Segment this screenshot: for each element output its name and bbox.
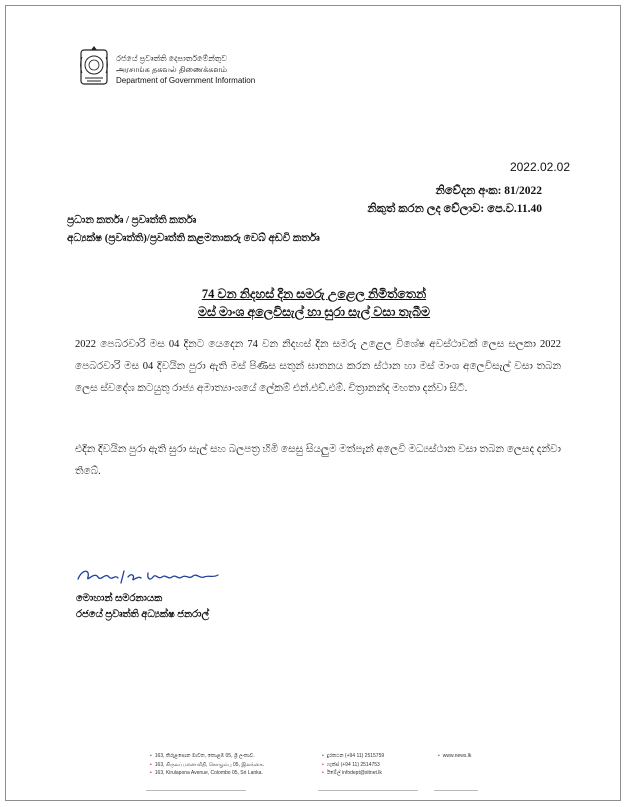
- government-emblem-logo: [76, 45, 112, 89]
- footer-fax: (+94 11) 2514753: [340, 761, 380, 768]
- footer-address-sinhala: 163, කිරුළපොන මාවත, කොළඹ 05, ශ්‍රී ලංකාව.: [154, 753, 255, 759]
- release-number: නිවේදන අංක: 81/2022: [435, 185, 542, 197]
- recipient-line-2: අධ්‍යක්ෂ (ප්‍රවෘත්ති)/ප්‍රවෘත්ති කළමනාකරු වෙබ් අඩවි කර්තෘ: [67, 233, 320, 244]
- department-name-sinhala: රජයේ ප්‍රවෘත්ති දෙපාර්තමේන්තුව: [116, 54, 228, 63]
- signatory-name: මොහාන් සමරනායක: [76, 593, 163, 604]
- footer-divider: [146, 790, 246, 791]
- bullet-icon: •: [150, 761, 152, 768]
- release-title-line-1: 74 වන නිදහස් දින සමරු උළෙල නිමිත්තෙන්: [201, 287, 427, 301]
- footer-email[interactable]: infodept@sltnet.lk: [342, 770, 382, 777]
- recipient-line-1: ප්‍රධාන කර්තෘ / ප්‍රවෘත්ති කර්තෘ: [67, 215, 197, 226]
- footer-divider: [318, 790, 418, 791]
- globe-icon: •: [438, 753, 440, 759]
- footer-web: [438, 752, 471, 761]
- bullet-icon: •: [150, 753, 152, 759]
- body-paragraph-2: එදින දිවයින පුරා ඇති සුරා සැල් සහ බලපත්‍ර හිමි සෙසු සියලුම මත්පැන් අලෙවි මධ්‍යස්ථාන වසා තබන ලෙසද දන්වා තිබේ.: [75, 444, 561, 477]
- footer-tel-label: දුරකථන: [326, 753, 344, 759]
- footer-address-tamil: 163, கிருலப்பனை வீதி, கொழும்பு 05, இலங்கை.: [154, 761, 265, 768]
- bullet-icon: •: [150, 770, 152, 777]
- footer-fax-label: ෆැක්ස්: [326, 761, 340, 768]
- footer-tel: (+94 11) 2515759: [344, 753, 385, 759]
- signatory-title: රජයේ ප්‍රවෘත්ති අධ්‍යක්ෂ ජනරාල්: [76, 609, 210, 620]
- department-header: [116, 53, 255, 86]
- department-name-english: Department of Government Information: [116, 76, 256, 85]
- email-icon: •: [322, 770, 324, 777]
- footer-website[interactable]: www.news.lk: [442, 753, 472, 759]
- footer-address: [150, 752, 264, 778]
- footer-divider: [434, 790, 478, 791]
- footer-contact: [322, 752, 384, 778]
- handwritten-signature: [76, 565, 226, 587]
- page-border: [5, 5, 621, 801]
- fax-icon: •: [322, 761, 324, 768]
- footer-address-english: 163, Kirulapona Avenue, Colombo 05, Sri Lanka.: [154, 770, 263, 777]
- release-date: 2022.02.02: [509, 160, 570, 174]
- release-title-line-2: මස් මාංශ අලෙවිසැල් හා සුරා සැල් වසා තැබීම: [197, 305, 431, 319]
- department-name-tamil: அரசாங்க தகவல் திணைக்களம்: [116, 65, 228, 74]
- issue-time: නිකුත් කරන ලද වේලාව: පෙ.ව.11.40: [367, 203, 542, 215]
- phone-icon: •: [322, 753, 324, 759]
- footer-email-label: ඊමේල්: [326, 770, 341, 777]
- body-paragraph-1: 2022 පෙබරවාරි මස 04 දිනට යෙදෙන 74 වන නිදහස් දින සමරු උළෙල විශේෂ අවස්ථාවක් ලෙස සලකා 2022 පෙබරවාරි මස 04 දිවයින පුරා ඇති මස් පිණිස සතුන් ඝාතනය කරන ස්ථාන හා මස් මාංශ අලෙවිසැල් වසා තබන ලෙස ස්වදේශ කටයුතු රාජ්‍ය අමාත්‍යාංශයේ ලේකම් එන්.එච්.එම්. චිත්‍රානන්ද මහතා දන්වා සිටී.: [75, 339, 561, 394]
